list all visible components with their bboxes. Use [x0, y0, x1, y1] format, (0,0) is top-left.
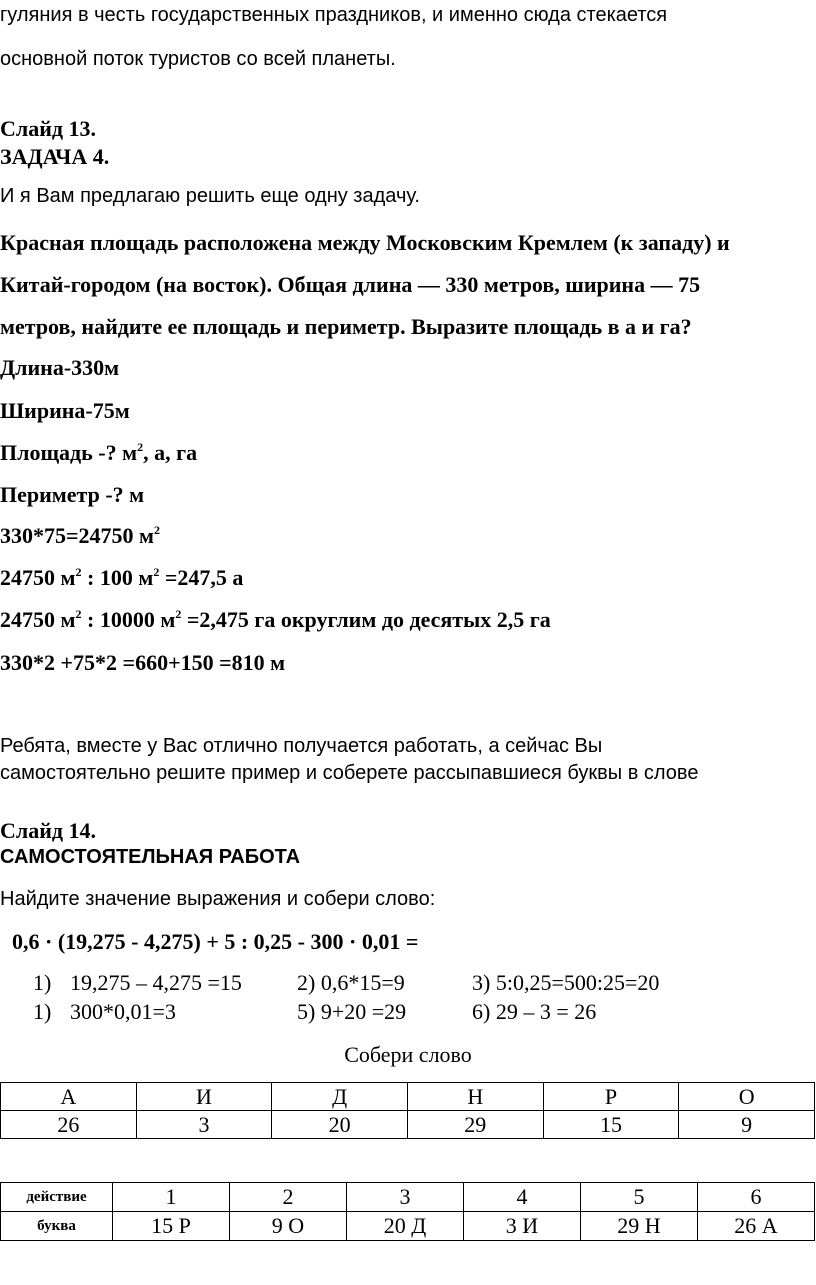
value-cell: 26	[1, 1111, 137, 1139]
step-item: 19,275 – 4,275 =15	[70, 970, 242, 995]
value-cell: 15	[543, 1111, 679, 1139]
calc-ares: 24750 $м^2$ : 100 $м^2 =247,5$ а	[0, 564, 244, 590]
action-cell: 3	[347, 1183, 464, 1212]
collect-word-title: Собери слово	[344, 1042, 472, 1067]
perimeter-question: Периметр -? м	[0, 482, 145, 507]
slide14-prompt: Найдите значение выражения и собери слово:	[0, 888, 436, 910]
action-cell: 6	[698, 1183, 815, 1212]
value-cell: 9	[679, 1111, 815, 1139]
answer-cell: 9 О	[230, 1212, 347, 1241]
letter-cell: А	[1, 1083, 137, 1111]
intro-line-2: основной поток туристов со всей планеты.	[0, 48, 396, 70]
letters-row	[1, 1083, 815, 1111]
letter-label: буква	[1, 1212, 113, 1241]
slide14-heading: САМОСТОЯТЕЛЬНАЯ РАБОТА	[0, 846, 301, 868]
step-number: 1)	[33, 999, 52, 1024]
given-length: Длина-330м	[0, 355, 120, 380]
step-item: 3) 5:0,25=500:25=20	[472, 970, 660, 995]
step-number: 1)	[33, 970, 52, 995]
step-item: 6) 29 – 3 = 26	[472, 999, 597, 1024]
transition-line-1: Ребята, вместе у Вас отлично получается работать, а сейчас Вы	[0, 735, 603, 757]
answer-cell: 29 Н	[581, 1212, 698, 1241]
expression: 0,6 · (19,275 - 4,275) + 5 : 0,25 - 300 · 0,01 =	[12, 929, 419, 954]
actions-table	[0, 1182, 815, 1241]
calc-area: 330*75=24750 $м^2$	[0, 522, 161, 548]
letters-answer-row	[1, 1212, 815, 1241]
action-cell: 4	[464, 1183, 581, 1212]
answer-cell: 3 И	[464, 1212, 581, 1241]
action-cell: 1	[113, 1183, 230, 1212]
area-question: Площадь -? $м^2$, а, га	[0, 439, 198, 465]
slide13-task-title: ЗАДАЧА 4.	[0, 144, 110, 169]
value-cell: 3	[136, 1111, 272, 1139]
action-cell: 5	[581, 1183, 698, 1212]
problem-line-2: Китай-городом (на восток). Общая длина — 330 метров, ширина — 75	[0, 272, 701, 297]
transition-line-2: самостоятельно решите пример и соберете рассыпавшиеся буквы в слове	[0, 762, 699, 784]
calc-hectares: 24750 $м^2$ : 10000 $м^2 =2,475$ га округлим до десятых 2,5 га	[0, 606, 551, 632]
answer-cell: 20 Д	[347, 1212, 464, 1241]
step-item: 300*0,01=3	[70, 999, 176, 1024]
letter-cell: И	[136, 1083, 272, 1111]
letter-cell: Р	[543, 1083, 679, 1111]
letter-cell: О	[679, 1083, 815, 1111]
slide14-title: Слайд 14.	[0, 818, 97, 843]
letter-cell: Н	[407, 1083, 543, 1111]
value-cell: 29	[407, 1111, 543, 1139]
calc-perimeter: 330*2 +75*2 =660+150 =810 м	[0, 650, 286, 675]
problem-line-3: метров, найдите ее площадь и периметр. Выразите площадь в а и га?	[0, 314, 692, 339]
letter-cell: Д	[272, 1083, 408, 1111]
action-label: действие	[1, 1183, 113, 1212]
actions-row	[1, 1183, 815, 1212]
step-item: 2) 0,6*15=9	[297, 970, 405, 995]
step-item: 5) 9+20 =29	[297, 999, 407, 1024]
slide13-title: Слайд 13.	[0, 116, 97, 141]
letters-table	[0, 1082, 815, 1139]
value-cell: 20	[272, 1111, 408, 1139]
values-row	[1, 1111, 815, 1139]
answer-cell: 26 А	[698, 1212, 815, 1241]
slide13-prompt: И я Вам предлагаю решить еще одну задачу.	[0, 185, 420, 207]
problem-line-1: Красная площадь расположена между Московским Кремлем (к западу) и	[0, 230, 730, 255]
action-cell: 2	[230, 1183, 347, 1212]
answer-cell: 15 Р	[113, 1212, 230, 1241]
given-width: Ширина-75м	[0, 398, 130, 423]
intro-line-1: гуляния в честь государственных праздников, и именно сюда стекается	[0, 4, 668, 26]
